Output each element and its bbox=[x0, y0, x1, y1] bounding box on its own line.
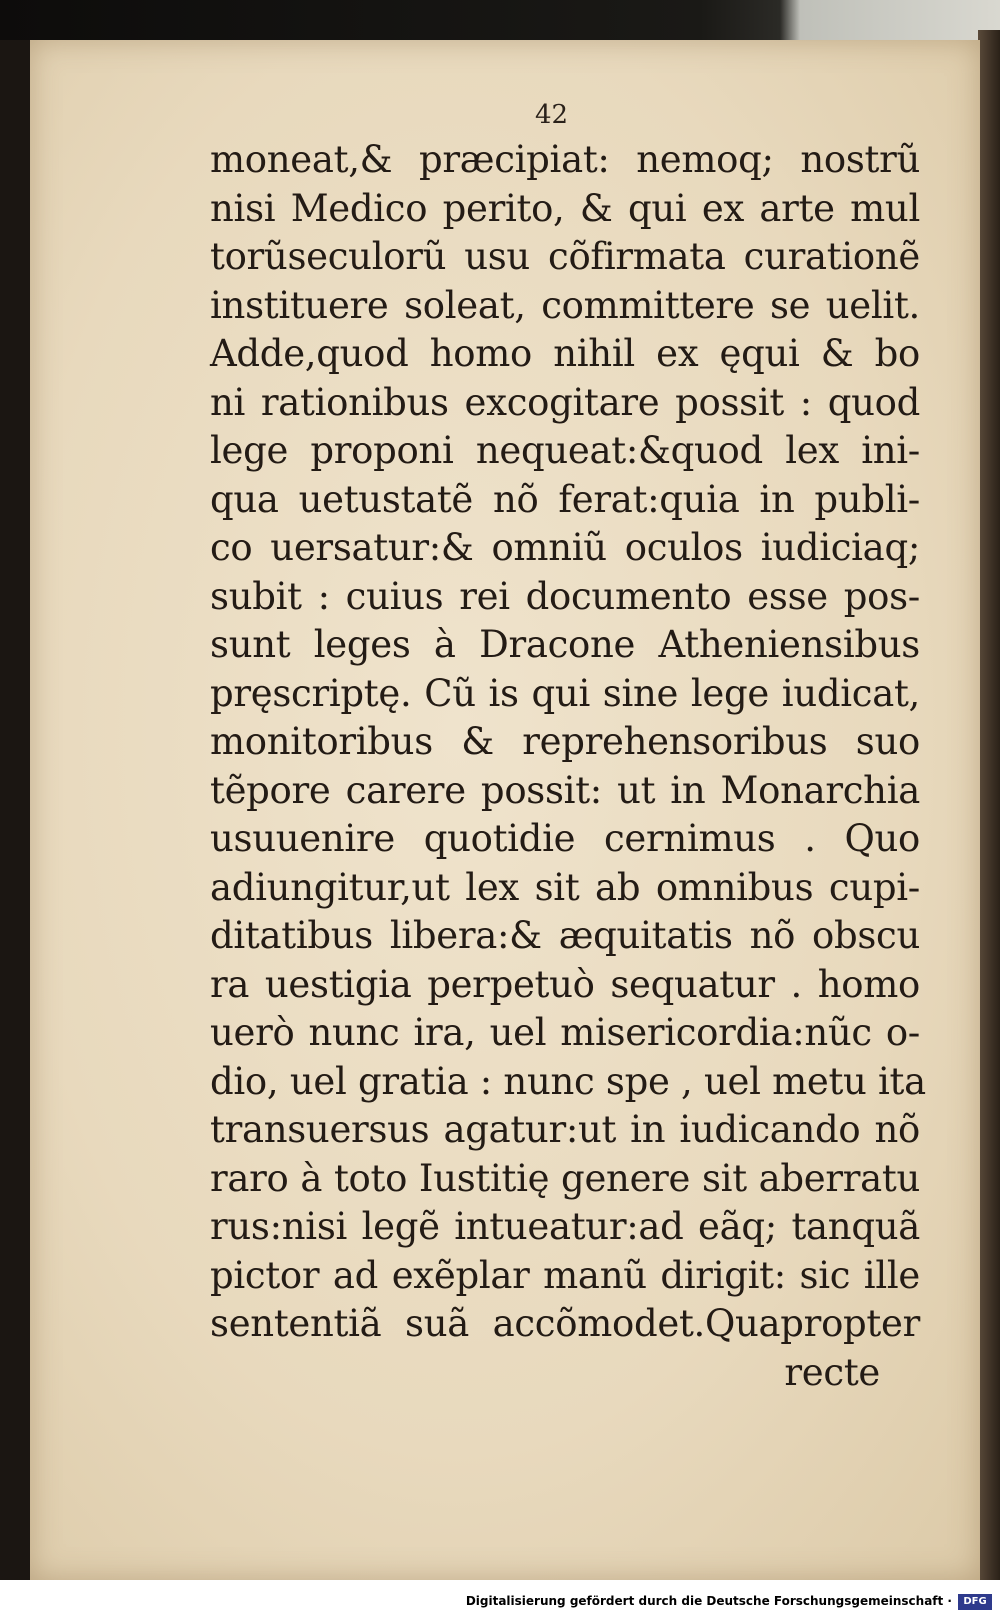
text-line: raro à toto Iustitię genere sit aberratu bbox=[210, 1156, 920, 1200]
text-block bbox=[210, 136, 926, 1397]
funding-credit: Digitalisierung gefördert durch die Deutsche Forschungsgemeinschaft · bbox=[465, 1594, 952, 1608]
digitization-footer bbox=[0, 1580, 1000, 1617]
page-number: 42 bbox=[535, 100, 569, 130]
text-line: pictor ad exẽplar manũ dirigit: sic ille bbox=[210, 1253, 920, 1297]
text-line: usuuenire quotidie cernimus . Quo bbox=[210, 817, 920, 860]
dfg-logo: DFG bbox=[958, 1594, 992, 1610]
text-line: dio, uel gratia : nunc spe , uel metu ita bbox=[210, 1059, 926, 1103]
text-line: pręscriptę. Cũ is qui sine lege iudicat, bbox=[210, 671, 920, 715]
text-line: subit : cuius rei documento esse pos- bbox=[210, 574, 920, 618]
text-line: ditatibus libera:& æquitatis nõ obscu bbox=[210, 914, 920, 957]
text-line: co uersatur:& omniũ oculos iudiciaq; bbox=[210, 526, 920, 569]
text-line: nisi Medico perito, & qui ex arte mul bbox=[210, 186, 920, 230]
scan-top-background bbox=[0, 0, 1000, 40]
text-line: adiungitur,ut lex sit ab omnibus cupi- bbox=[210, 865, 920, 909]
text-line: rus:nisi legẽ intueatur:ad eãq; tanquã bbox=[210, 1205, 920, 1248]
text-line: ni rationibus excogitare possit : quod bbox=[210, 380, 920, 424]
text-line: qua uetustatẽ nõ ferat:quia in publi- bbox=[210, 477, 920, 521]
text-line: tẽpore carere possit: ut in Monarchia bbox=[210, 768, 920, 812]
text-line: uerò nunc ira, uel misericordia:nũc o- bbox=[210, 1011, 920, 1054]
text-line: transuersus agatur:ut in iudicando nõ bbox=[210, 1108, 920, 1151]
text-line: instituere soleat, committere se uelit. bbox=[210, 283, 920, 327]
text-line: sunt leges à Dracone Atheniensibus bbox=[210, 623, 920, 666]
text-line: monitoribus & reprehensoribus suo bbox=[210, 720, 920, 763]
text-line: Adde,quod homo nihil ex ęqui & bo bbox=[210, 332, 920, 375]
text-line: moneat,& præcipiat: nemoq; nostrũ bbox=[210, 138, 920, 181]
text-line: lege proponi nequeat:&quod lex ini- bbox=[210, 429, 920, 472]
text-line: ra uestigia perpetuò sequatur . homo bbox=[210, 962, 920, 1006]
book-page bbox=[30, 40, 980, 1580]
book-edge bbox=[978, 30, 1000, 1590]
text-line: sententiã suã accõmodet.Quapropter bbox=[210, 1302, 920, 1345]
text-line: torũseculorũ usu cõfirmata curationẽ bbox=[210, 235, 920, 278]
catchword: recte bbox=[784, 1350, 880, 1394]
